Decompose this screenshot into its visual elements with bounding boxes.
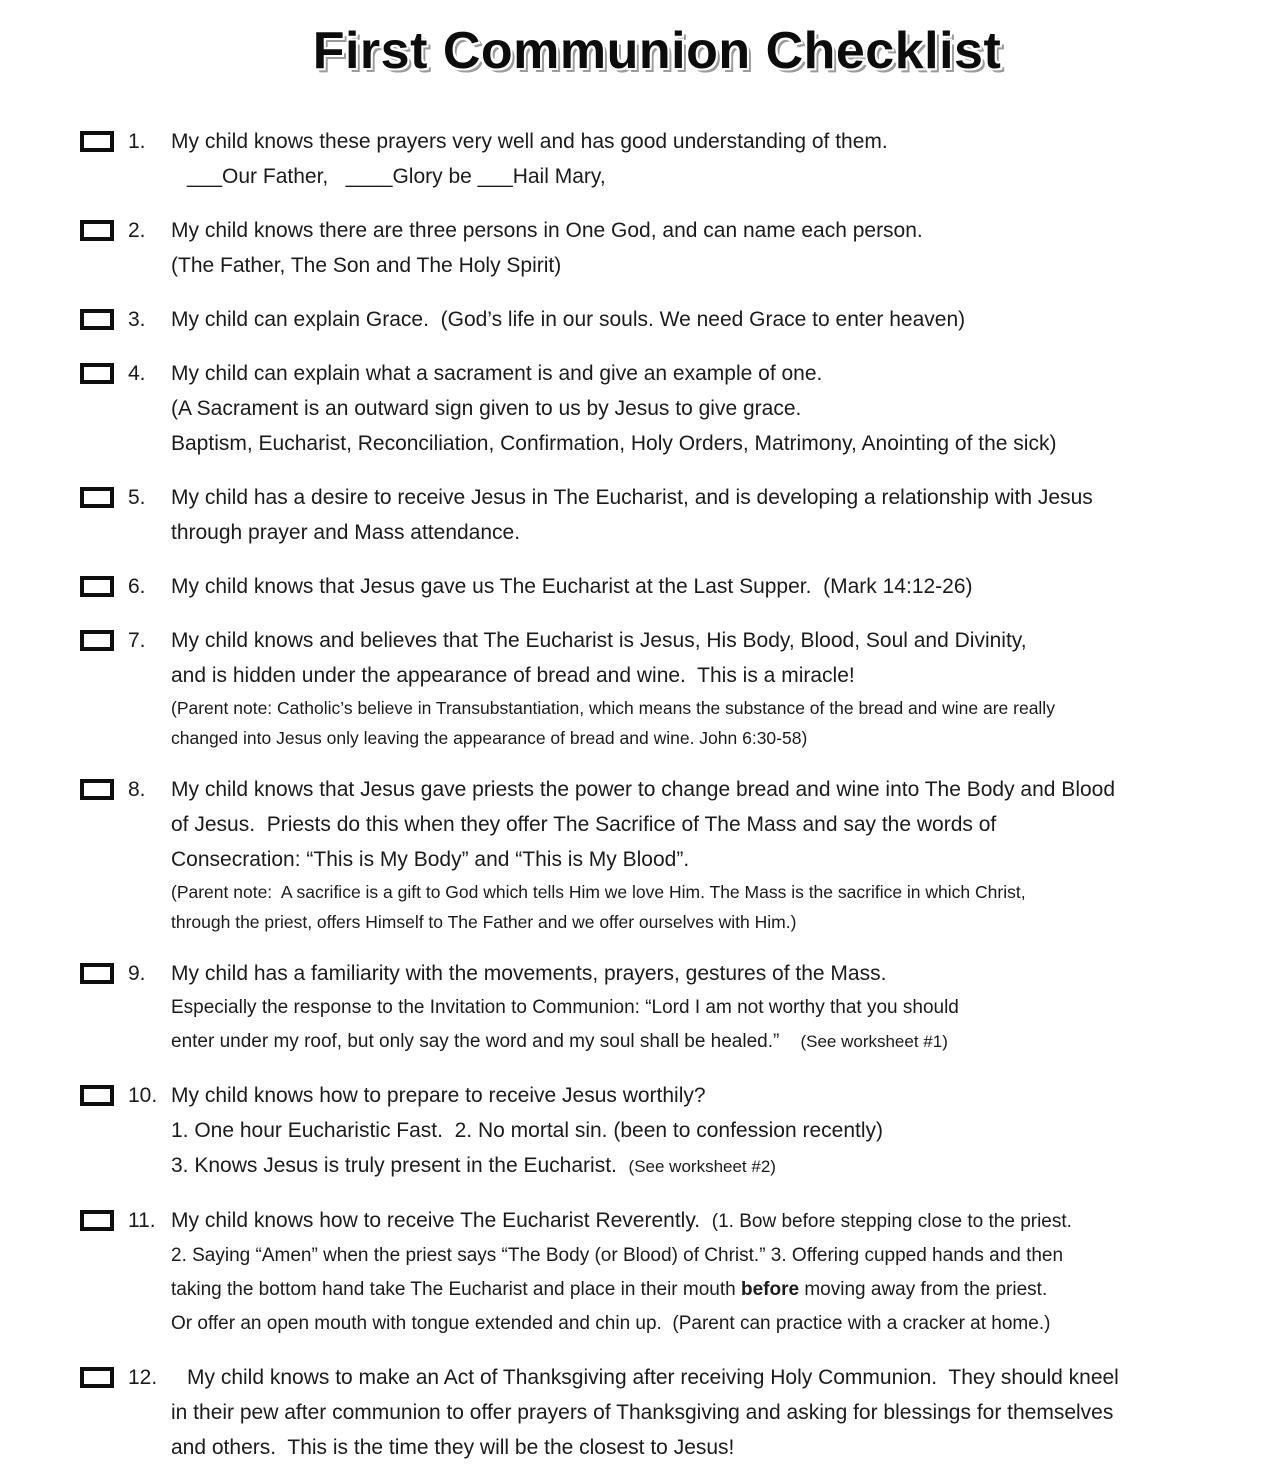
text-segment: ___Our Father, ____Glory be ___Hail Mary, (187, 164, 606, 188)
item-line (171, 1025, 1214, 1059)
text-segment: and is hidden under the appearance of bread and wine. This is a miracle! (171, 663, 855, 687)
text-segment: (1. Bow before stepping close to the priest. (711, 1210, 1072, 1232)
item-line (171, 772, 1214, 807)
item-checkbox[interactable] (80, 779, 114, 800)
text-segment: in their pew after communion to offer prayers of Thanksgiving and asking for blessings for themselves (171, 1400, 1114, 1424)
item-line (171, 159, 1214, 194)
text-segment: My child knows these prayers very well and has good understanding of them. (171, 129, 888, 153)
item-line (171, 1148, 1214, 1184)
text-segment: and others. This is the time they will be the closest to Jesus! (171, 1435, 735, 1459)
item-text (171, 569, 1214, 604)
text-segment: Consecration: “This is My Body” and “This is My Blood”. (171, 847, 690, 871)
item-line (171, 1430, 1214, 1465)
item-line (171, 1273, 1214, 1307)
item-line (171, 842, 1214, 877)
text-segment: 3. Knows Jesus is truly present in the Eucharist. (171, 1153, 629, 1177)
checklist-item-8 (80, 772, 1214, 937)
item-line (171, 1113, 1214, 1148)
item-text (171, 1203, 1214, 1341)
item-number: 8. (128, 777, 146, 801)
item-line (171, 693, 1214, 723)
text-segment: Especially the response to the Invitation to Communion: “Lord I am not worthy that you should (171, 996, 959, 1018)
item-number: 12. (128, 1365, 158, 1389)
item-line (171, 956, 1214, 991)
item-checkbox[interactable] (80, 131, 114, 152)
page-title: First Communion Checklist (312, 22, 1002, 80)
text-segment: of Jesus. Priests do this when they offer The Sacrifice of The Mass and say the words of (171, 812, 997, 836)
text-segment: changed into Jesus only leaving the appearance of bread and wine. John 6:30-58) (171, 727, 808, 748)
item-checkbox[interactable] (80, 963, 114, 984)
item-text (171, 302, 1214, 337)
checklist-item-9 (80, 956, 1214, 1059)
text-segment: Baptism, Eucharist, Reconciliation, Confirmation, Holy Orders, Matrimony, Anointing of the sick) (171, 431, 1057, 455)
text-segment: before (741, 1278, 800, 1300)
item-line (171, 480, 1214, 515)
text-segment: (Parent note: Catholic’s believe in Transubstantiation, which means the substance of the bread and wine are really (171, 697, 1055, 718)
text-segment: enter under my roof, but only say the word and my soul shall be healed.” (171, 1030, 801, 1052)
text-segment: (See worksheet #2) (628, 1156, 776, 1176)
item-line (171, 391, 1214, 426)
item-line (171, 515, 1214, 550)
item-number: 5. (128, 485, 146, 509)
item-number: 4. (128, 361, 146, 385)
text-segment: My child knows there are three persons in One God, and can name each person. (171, 218, 923, 242)
item-line (171, 1239, 1214, 1273)
checklist-item-1 (80, 124, 1214, 194)
item-checkbox[interactable] (80, 487, 114, 508)
item-checkbox[interactable] (80, 576, 114, 597)
checklist-item-4 (80, 356, 1214, 461)
item-checkbox[interactable] (80, 363, 114, 384)
item-text (171, 213, 1214, 283)
item-text (171, 356, 1214, 461)
text-segment: My child knows how to receive The Eucharist Reverently. (171, 1208, 712, 1232)
text-segment: (See worksheet #1) (800, 1031, 948, 1051)
text-segment: through prayer and Mass attendance. (171, 520, 521, 544)
text-segment: My child knows to make an Act of Thanksgiving after receiving Holy Communion. They should kneel (187, 1365, 1119, 1389)
item-line (171, 426, 1214, 461)
item-line (171, 807, 1214, 842)
text-segment: Or offer an open mouth with tongue extended and chin up. (Parent can practice with a cracker at home.) (171, 1312, 1051, 1334)
item-text (171, 623, 1214, 753)
text-segment: My child can explain what a sacrament is and give an example of one. (171, 361, 823, 385)
checklist-item-12 (80, 1360, 1214, 1465)
item-checkbox[interactable] (80, 1210, 114, 1231)
item-number: 9. (128, 961, 146, 985)
item-line (171, 907, 1214, 937)
item-text (171, 480, 1214, 550)
item-line (171, 1360, 1214, 1395)
item-text (171, 1360, 1214, 1465)
item-checkbox[interactable] (80, 1085, 114, 1106)
item-number: 2. (128, 218, 146, 242)
text-segment: taking the bottom hand take The Eucharist and place in their mouth (171, 1278, 741, 1300)
checklist-item-10 (80, 1078, 1214, 1184)
item-line (171, 356, 1214, 391)
item-number: 3. (128, 307, 146, 331)
item-line (171, 302, 1214, 337)
item-number: 1. (128, 129, 146, 153)
text-segment: (The Father, The Son and The Holy Spirit) (171, 253, 562, 277)
text-segment: My child has a desire to receive Jesus in The Eucharist, and is developing a relationship with Jesus (171, 485, 1093, 509)
item-line (171, 1395, 1214, 1430)
checklist-item-2 (80, 213, 1214, 283)
item-number: 10. (128, 1083, 158, 1107)
item-line (171, 569, 1214, 604)
checklist-item-6 (80, 569, 1214, 604)
text-segment: My child knows and believes that The Eucharist is Jesus, His Body, Blood, Soul and Divinity, (171, 628, 1027, 652)
item-line (171, 1203, 1214, 1239)
text-segment: 2. Saying “Amen” when the priest says “The Body (or Blood) of Christ.” 3. Offering cupped hands and then (171, 1244, 1064, 1266)
text-segment: My child knows how to prepare to receive Jesus worthily? (171, 1083, 706, 1107)
item-checkbox[interactable] (80, 309, 114, 330)
checklist (80, 124, 1214, 1465)
item-line (171, 248, 1214, 283)
item-line (171, 991, 1214, 1025)
checklist-item-3 (80, 302, 1214, 337)
item-checkbox[interactable] (80, 1367, 114, 1388)
text-segment: through the priest, offers Himself to The Father and we offer ourselves with Him.) (171, 911, 797, 932)
item-line (171, 723, 1214, 753)
text-segment: 1. One hour Eucharistic Fast. 2. No mortal sin. (been to confession recently) (171, 1118, 883, 1142)
item-line (171, 1307, 1214, 1341)
text-segment: My child can explain Grace. (God’s life in our souls. We need Grace to enter heaven) (171, 307, 966, 331)
item-text (171, 1078, 1214, 1184)
text-segment: My child has a familiarity with the movements, prayers, gestures of the Mass. (171, 961, 887, 985)
item-number: 7. (128, 628, 146, 652)
item-text (171, 124, 1214, 194)
item-line (171, 124, 1214, 159)
checklist-item-11 (80, 1203, 1214, 1341)
text-segment: My child knows that Jesus gave us The Eucharist at the Last Supper. (Mark 14:12-26) (171, 574, 973, 598)
item-line (171, 623, 1214, 658)
item-checkbox[interactable] (80, 220, 114, 241)
item-checkbox[interactable] (80, 630, 114, 651)
item-number: 11. (128, 1208, 156, 1232)
text-segment: (A Sacrament is an outward sign given to us by Jesus to give grace. (171, 396, 802, 420)
text-segment: moving away from the priest. (799, 1278, 1048, 1300)
text-segment: (Parent note: A sacrifice is a gift to God which tells Him we love Him. The Mass is the sacrifice in which Christ, (171, 881, 1026, 902)
item-text (171, 956, 1214, 1059)
item-line (171, 877, 1214, 907)
checklist-item-5 (80, 480, 1214, 550)
text-segment: My child knows that Jesus gave priests the power to change bread and wine into The Body and Blood (171, 777, 1116, 801)
item-number: 6. (128, 574, 146, 598)
item-text (171, 772, 1214, 937)
item-line (171, 1078, 1214, 1113)
checklist-item-7 (80, 623, 1214, 753)
item-line (171, 658, 1214, 693)
item-line (171, 213, 1214, 248)
